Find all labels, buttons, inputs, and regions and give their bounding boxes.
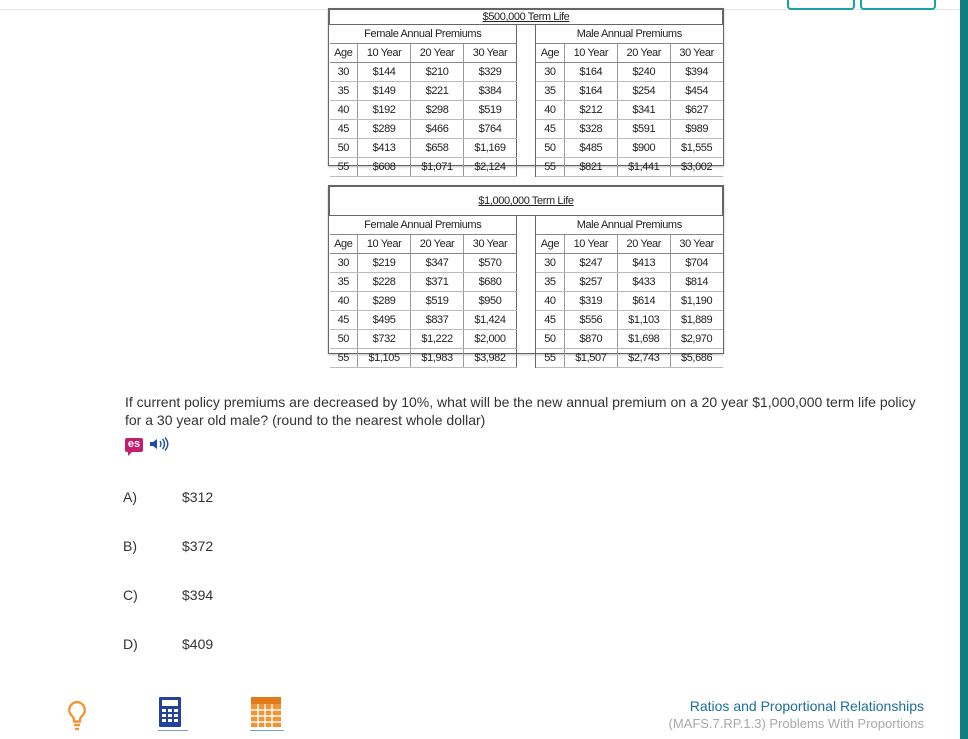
female-term-cell: $298	[411, 101, 464, 120]
female-term-cell: $466	[411, 120, 464, 139]
male-term-cell: $413	[617, 254, 670, 273]
male-term-cell: $328	[564, 120, 617, 139]
female-age-cell: 45	[330, 120, 358, 139]
female-group-label: Female Annual Premiums	[330, 216, 517, 235]
female-term-cell: $1,983	[411, 349, 464, 368]
female-term-cell: $837	[411, 311, 464, 330]
choice-letter: C)	[123, 587, 138, 603]
female-term-cell: $289	[358, 120, 411, 139]
female-term-cell: $495	[358, 311, 411, 330]
male-term-cell: $1,889	[670, 311, 722, 330]
male-age-cell: 50	[535, 139, 564, 158]
male-term-cell: $341	[617, 101, 670, 120]
female-term-cell: $1,222	[411, 330, 464, 349]
reference-table-icon[interactable]	[250, 696, 282, 728]
table-title: $1,000,000 Term Life	[330, 187, 723, 216]
female-term-cell: $219	[358, 254, 411, 273]
female-term-cell: $149	[358, 82, 411, 101]
top-button-left[interactable]	[787, 0, 855, 10]
male-age-cell: 45	[535, 120, 564, 139]
choice-letter: A)	[123, 489, 137, 505]
table-row	[330, 158, 723, 177]
male-header-age-cell: Age	[535, 44, 564, 63]
male-term-cell: $1,190	[670, 292, 722, 311]
female-age-cell: 30	[330, 254, 358, 273]
table-row	[330, 330, 723, 349]
female-header-term-cell: 30 Year	[464, 44, 517, 63]
male-term-cell: $433	[617, 273, 670, 292]
female-term-cell: $329	[464, 63, 517, 82]
standard-title[interactable]: Ratios and Proportional Relationships	[689, 698, 924, 714]
spanish-translate-icon[interactable]: es	[125, 438, 143, 452]
speaker-icon[interactable]	[149, 437, 169, 454]
standard-info	[668, 697, 924, 733]
choice-value: $372	[182, 538, 214, 554]
female-term-cell: $144	[358, 63, 411, 82]
male-header-term-cell: 10 Year	[564, 235, 617, 254]
male-term-cell: $164	[564, 63, 617, 82]
table-row	[330, 120, 723, 139]
table-row	[330, 82, 723, 101]
female-age-cell: 40	[330, 292, 358, 311]
male-header-term-cell: 30 Year	[670, 235, 722, 254]
female-term-cell: $1,169	[464, 139, 517, 158]
male-group-label: Male Annual Premiums	[535, 25, 722, 44]
female-term-cell: $347	[411, 254, 464, 273]
table-row	[330, 254, 723, 273]
male-term-cell: $2,743	[617, 349, 670, 368]
female-header-term-cell: 20 Year	[411, 235, 464, 254]
male-age-cell: 45	[535, 311, 564, 330]
female-term-cell: $519	[464, 101, 517, 120]
female-header-term-cell: 20 Year	[411, 44, 464, 63]
choice-value: $312	[182, 489, 214, 505]
male-term-cell: $1,507	[564, 349, 617, 368]
choice-letter: D)	[123, 636, 138, 652]
female-term-cell: $658	[411, 139, 464, 158]
standard-code: (MAFS.7.RP.1.3) Problems With Proportions	[668, 716, 924, 731]
male-term-cell: $257	[564, 273, 617, 292]
male-term-cell: $870	[564, 330, 617, 349]
male-term-cell: $821	[564, 158, 617, 177]
female-term-cell: $413	[358, 139, 411, 158]
table-title: $500,000 Term Life	[330, 10, 723, 25]
male-header-term-cell: 10 Year	[564, 44, 617, 63]
male-term-cell: $614	[617, 292, 670, 311]
female-header-term-cell: 10 Year	[358, 235, 411, 254]
male-term-cell: $900	[617, 139, 670, 158]
female-term-cell: $519	[411, 292, 464, 311]
male-group-label: Male Annual Premiums	[535, 216, 722, 235]
female-term-cell: $192	[358, 101, 411, 120]
male-term-cell: $1,441	[617, 158, 670, 177]
female-header-age-cell: Age	[330, 235, 358, 254]
premium-table-500k	[328, 8, 724, 173]
reference-table-underline	[250, 730, 284, 731]
male-term-cell: $2,970	[670, 330, 722, 349]
female-term-cell: $764	[464, 120, 517, 139]
male-header-age-cell: Age	[535, 235, 564, 254]
female-term-cell: $608	[358, 158, 411, 177]
male-term-cell: $1,698	[617, 330, 670, 349]
male-age-cell: 50	[535, 330, 564, 349]
male-term-cell: $591	[617, 120, 670, 139]
male-term-cell: $556	[564, 311, 617, 330]
right-rail	[960, 0, 968, 739]
female-age-cell: 35	[330, 273, 358, 292]
table-row	[330, 101, 723, 120]
choice-letter: B)	[123, 538, 137, 554]
female-age-cell: 35	[330, 82, 358, 101]
calculator-underline	[158, 730, 188, 731]
female-age-cell: 40	[330, 101, 358, 120]
male-age-cell: 30	[535, 63, 564, 82]
lightbulb-icon[interactable]	[66, 700, 88, 732]
female-term-cell: $3,982	[464, 349, 517, 368]
male-term-cell: $989	[670, 120, 722, 139]
female-header-age-cell: Age	[330, 44, 358, 63]
male-age-cell: 35	[535, 82, 564, 101]
table-row	[330, 349, 723, 368]
female-term-cell: $384	[464, 82, 517, 101]
female-term-cell: $2,124	[464, 158, 517, 177]
male-header-term-cell: 20 Year	[617, 235, 670, 254]
male-term-cell: $5,686	[670, 349, 722, 368]
male-term-cell: $1,555	[670, 139, 722, 158]
male-term-cell: $814	[670, 273, 722, 292]
female-term-cell: $1,105	[358, 349, 411, 368]
male-term-cell: $254	[617, 82, 670, 101]
male-term-cell: $394	[670, 63, 722, 82]
male-term-cell: $240	[617, 63, 670, 82]
male-age-cell: 40	[535, 101, 564, 120]
male-header-term-cell: 20 Year	[617, 44, 670, 63]
top-button-right[interactable]	[860, 0, 936, 10]
male-age-cell: 55	[535, 158, 564, 177]
female-age-cell: 50	[330, 139, 358, 158]
table-row	[330, 139, 723, 158]
female-age-cell: 45	[330, 311, 358, 330]
table-row	[330, 63, 723, 82]
male-term-cell: $704	[670, 254, 722, 273]
female-term-cell: $680	[464, 273, 517, 292]
female-term-cell: $210	[411, 63, 464, 82]
calculator-icon[interactable]	[158, 696, 182, 728]
table-row	[330, 292, 723, 311]
female-term-cell: $732	[358, 330, 411, 349]
premium-table-1m	[328, 185, 724, 364]
female-age-cell: 50	[330, 330, 358, 349]
male-term-cell: $627	[670, 101, 722, 120]
female-header-term-cell: 10 Year	[358, 44, 411, 63]
female-header-term-cell: 30 Year	[464, 235, 517, 254]
female-term-cell: $1,071	[411, 158, 464, 177]
male-term-cell: $164	[564, 82, 617, 101]
male-term-cell: $1,103	[617, 311, 670, 330]
male-term-cell: $3,002	[670, 158, 722, 177]
male-term-cell: $212	[564, 101, 617, 120]
female-term-cell: $2,000	[464, 330, 517, 349]
choice-value: $394	[182, 587, 214, 603]
male-term-cell: $485	[564, 139, 617, 158]
female-age-cell: 30	[330, 63, 358, 82]
female-age-cell: 55	[330, 158, 358, 177]
male-age-cell: 35	[535, 273, 564, 292]
female-age-cell: 55	[330, 349, 358, 368]
male-term-cell: $247	[564, 254, 617, 273]
question-tools	[125, 436, 169, 454]
question-text: If current policy premiums are decreased by 10%, what will be the new annual premium on a 20 year $1,000,000 term life policy for a 30 year old male? (round to the nearest whole dollar)	[125, 394, 916, 428]
female-term-cell: $950	[464, 292, 517, 311]
male-term-cell: $319	[564, 292, 617, 311]
male-term-cell: $454	[670, 82, 722, 101]
female-group-label: Female Annual Premiums	[330, 25, 517, 44]
female-term-cell: $1,424	[464, 311, 517, 330]
choice-value: $409	[182, 636, 214, 652]
male-age-cell: 40	[535, 292, 564, 311]
table-row	[330, 311, 723, 330]
female-term-cell: $289	[358, 292, 411, 311]
female-term-cell: $570	[464, 254, 517, 273]
female-term-cell: $371	[411, 273, 464, 292]
female-term-cell: $221	[411, 82, 464, 101]
table-row	[330, 273, 723, 292]
male-header-term-cell: 30 Year	[670, 44, 722, 63]
male-age-cell: 55	[535, 349, 564, 368]
female-term-cell: $228	[358, 273, 411, 292]
male-age-cell: 30	[535, 254, 564, 273]
